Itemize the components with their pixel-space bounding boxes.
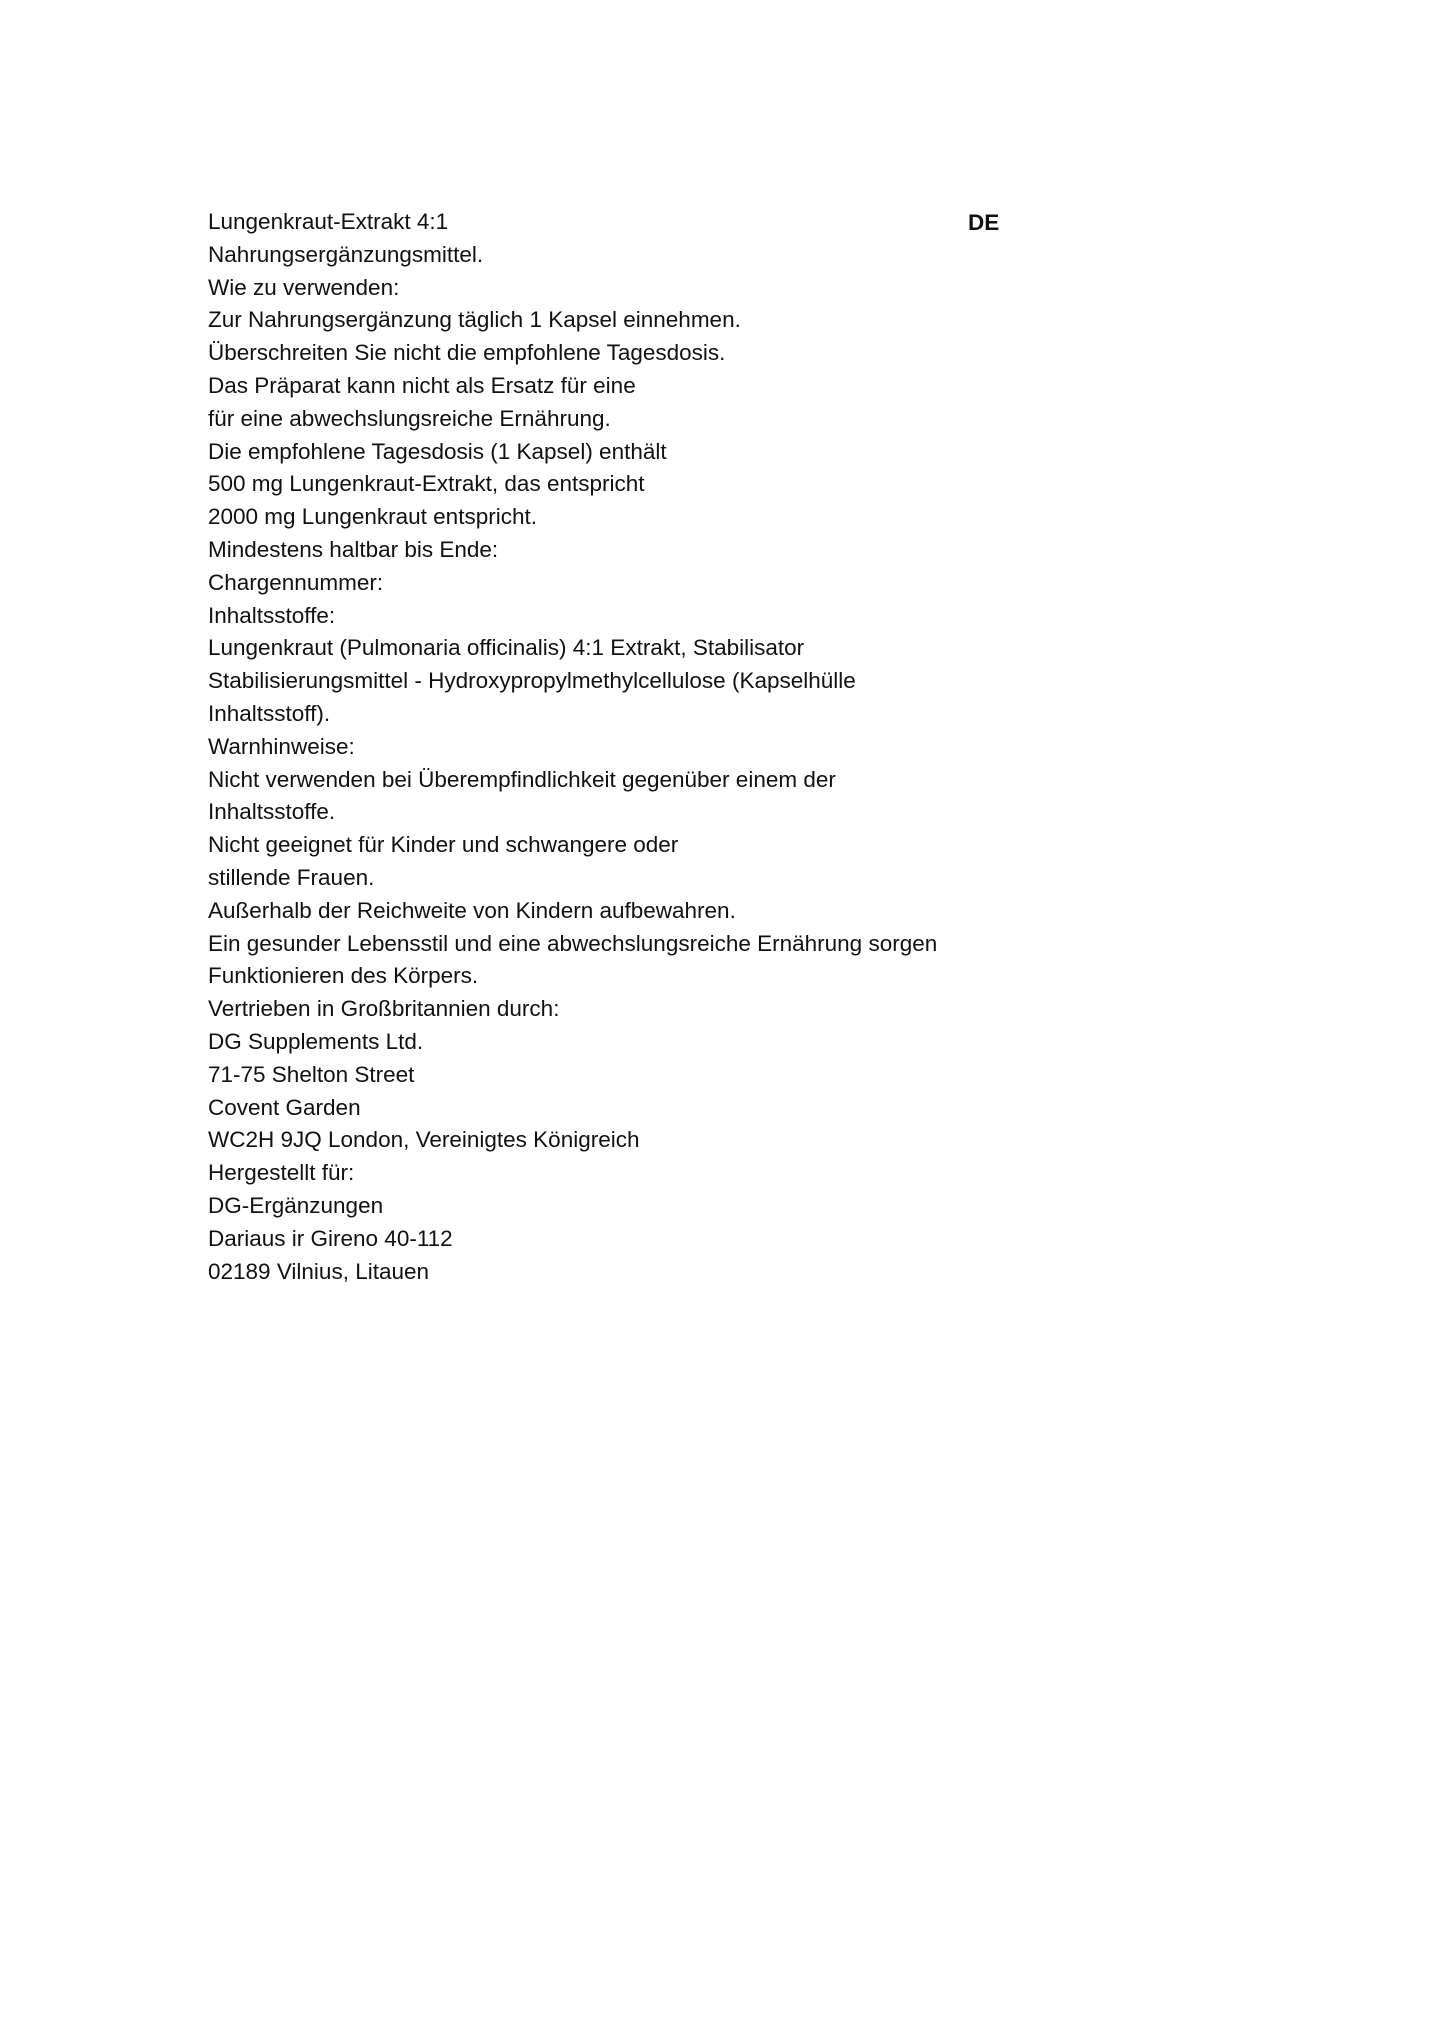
usage-heading: Wie zu verwenden: xyxy=(208,274,400,300)
distributor-name: DG Supplements Ltd. xyxy=(208,1028,424,1054)
ingredients-line: Inhaltsstoff). xyxy=(208,700,331,726)
distributor-address-line: 71-75 Shelton Street xyxy=(208,1061,415,1087)
distributor-heading: Vertrieben in Großbritannien durch: xyxy=(208,996,560,1022)
ingredients-line: Stabilisierungsmittel - Hydroxypropylmethylcellulose (Kapselhülle xyxy=(208,668,856,694)
product-title: Lungenkraut-Extrakt 4:1 xyxy=(208,209,449,234)
usage-line: Zur Nahrungsergänzung täglich 1 Kapsel einnehmen. xyxy=(208,307,741,333)
manufacturer-name: DG-Ergänzungen xyxy=(208,1192,384,1218)
usage-line: Das Präparat kann nicht als Ersatz für eine xyxy=(208,372,636,398)
language-code-badge: DE xyxy=(968,210,1000,235)
best-before-label: Mindestens haltbar bis Ende: xyxy=(208,536,499,562)
product-category: Nahrungsergänzungsmittel. xyxy=(208,241,484,267)
manufacturer-heading: Hergestellt für: xyxy=(208,1160,355,1186)
warning-line: Nicht verwenden bei Überempfindlichkeit gegenüber einem der xyxy=(208,766,836,792)
usage-line: Überschreiten Sie nicht die empfohlene Tagesdosis. xyxy=(208,340,726,366)
distributor-address-line: Covent Garden xyxy=(208,1094,361,1120)
ingredients-line: Lungenkraut (Pulmonaria officinalis) 4:1 Extrakt, Stabilisator xyxy=(208,635,805,661)
lifestyle-line: Ein gesunder Lebensstil und eine abwechslungsreiche Ernährung sorgen xyxy=(208,930,938,956)
warning-line: Außerhalb der Reichweite von Kindern aufbewahren. xyxy=(208,897,736,923)
dosage-line: 2000 mg Lungenkraut entspricht. xyxy=(208,504,537,530)
manufacturer-address-line: 02189 Vilnius, Litauen xyxy=(208,1258,430,1284)
warning-line: Inhaltsstoffe. xyxy=(208,799,336,825)
lifestyle-line: Funktionieren des Körpers. xyxy=(208,963,479,989)
dosage-line: Die empfohlene Tagesdosis (1 Kapsel) enthält xyxy=(208,438,667,464)
label-text-block xyxy=(208,206,1008,1288)
warning-line: Nicht geeignet für Kinder und schwangere oder xyxy=(208,832,679,858)
manufacturer-address-line: Dariaus ir Gireno 40-112 xyxy=(208,1225,453,1251)
distributor-address-line: WC2H 9JQ London, Vereinigtes Königreich xyxy=(208,1127,640,1153)
usage-line: für eine abwechslungsreiche Ernährung. xyxy=(208,405,611,431)
warnings-heading: Warnhinweise: xyxy=(208,733,355,759)
dosage-line: 500 mg Lungenkraut-Extrakt, das entspricht xyxy=(208,471,645,497)
batch-number-label: Chargennummer: xyxy=(208,569,384,595)
ingredients-heading: Inhaltsstoffe: xyxy=(208,602,336,628)
warning-line: stillende Frauen. xyxy=(208,864,375,890)
